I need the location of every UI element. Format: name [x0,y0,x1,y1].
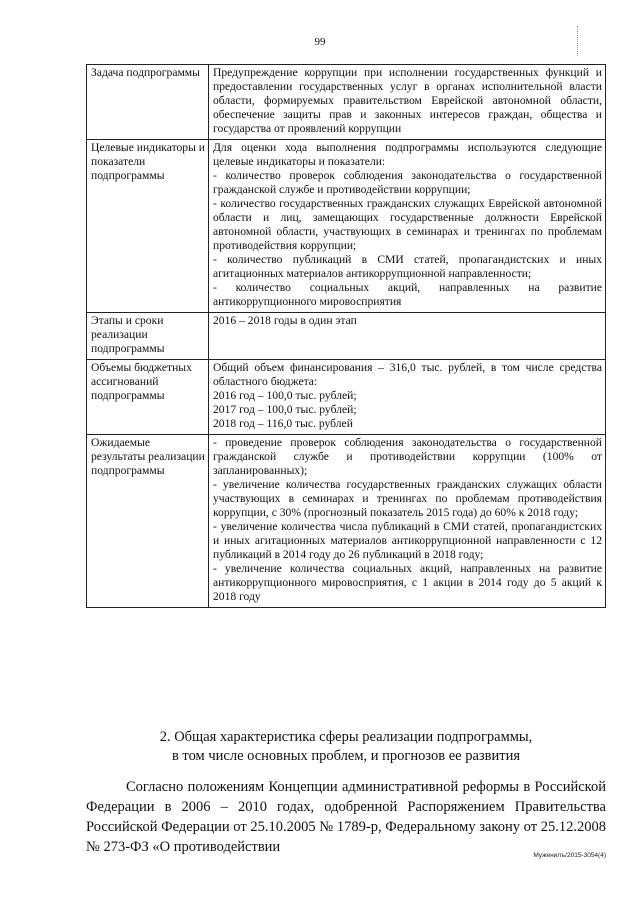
table-row [87,360,606,435]
row-label: Ожидаемые результаты реализации подпрограммы [87,435,209,608]
row-content [209,313,606,360]
page-number: 99 [314,36,326,48]
table-row [87,140,606,313]
table-row [87,65,606,140]
row-content [209,140,606,313]
subprogram-passport-table [86,64,606,608]
row-label: Задача подпрограммы [87,65,209,140]
content-line: Предупреждение коррупции при исполнении государственных функций и предоставлении государственных услуг в органах исполнительной власти области, формируемых правительством Еврейской автономной области, обеспечение защиты прав и законных интересов граждан, общества и государства от проявлений коррупции [213,66,602,135]
content-line: 2018 год – 116,0 тыс. рублей [213,417,353,430]
body-paragraph: Согласно положениям Концепции административной реформы в Российской Федерации в 2006 – 2010 годах, одобренной Распоряжением Правительства Российской Федерации от 25.10.2005 № 1789-р, Федеральному закону от 25.12.2008 № 273-ФЗ «О противодействии [86,779,606,855]
content-line: - увеличение количества социальных акций, направленных на развитие антикоррупционного мировосприятия, с 1 акции в 2014 году до 5 акций к 2018 году [213,562,602,603]
section-heading [86,728,606,766]
section-heading-line-1: 2. Общая характеристика сферы реализации подпрограммы, [159,729,533,745]
content-line: 2017 год – 100,0 тыс. рублей; [213,403,357,416]
row-content [209,435,606,608]
content-line: - количество публикаций в СМИ статей, пропагандистских и иных агитационных материалов антикоррупционной направленности; [213,253,602,280]
row-content [209,65,606,140]
content-line: Общий объем финансирования – 316,0 тыс. рублей, в том числе средства областного бюджета: [213,361,602,388]
content-line: - количество государственных гражданских служащих Еврейской автономной области и лиц, замещающих государственные должности Еврейской автономной области, участвующих в семинарах и тренингах по проблемам противодействия коррупции; [213,197,602,252]
content-line: Для оценки хода выполнения подпрограммы используются следующие целевые индикаторы и показатели: [213,141,602,168]
content-line: 2016 год – 100,0 тыс. рублей; [213,389,357,402]
document-code: Муженилъ/2015-3054(4) [533,852,606,859]
scan-mark [577,26,579,56]
row-label: Объемы бюджетных ассигнований подпрограммы [87,360,209,435]
content-line: - количество проверок соблюдения законодательства о государственной гражданской службе и противодействии коррупции; [213,169,602,196]
row-content [209,360,606,435]
content-line: - увеличение количества числа публикаций в СМИ статей, пропагандистских и иных агитационных материалов антикоррупционной направленности с 12 публикаций в 2014 году до 26 публикаций в 2018 году; [213,520,602,561]
section-heading-line-2: в том числе основных проблем, и прогнозов ее развития [171,748,521,764]
table-row [87,435,606,608]
content-line: - количество социальных акций, направленных на развитие антикоррупционного мировосприятия [213,281,602,308]
content-line: 2016 – 2018 годы в один этап [213,314,357,327]
content-line: - увеличение количества государственных гражданских служащих области участвующих в семинарах и тренингах по проблемам противодействия коррупции, с 30% (прогнозный показатель 2015 года) до 60% к 2018 году; [213,478,602,519]
content-line: - проведение проверок соблюдения законодательства о государственной гражданской службе и противодействии коррупции (100% от запланированных); [213,436,602,477]
row-label: Целевые индикаторы и показатели подпрограммы [87,140,209,313]
table-row [87,313,606,360]
row-label: Этапы и сроки реализации подпрограммы [87,313,209,360]
